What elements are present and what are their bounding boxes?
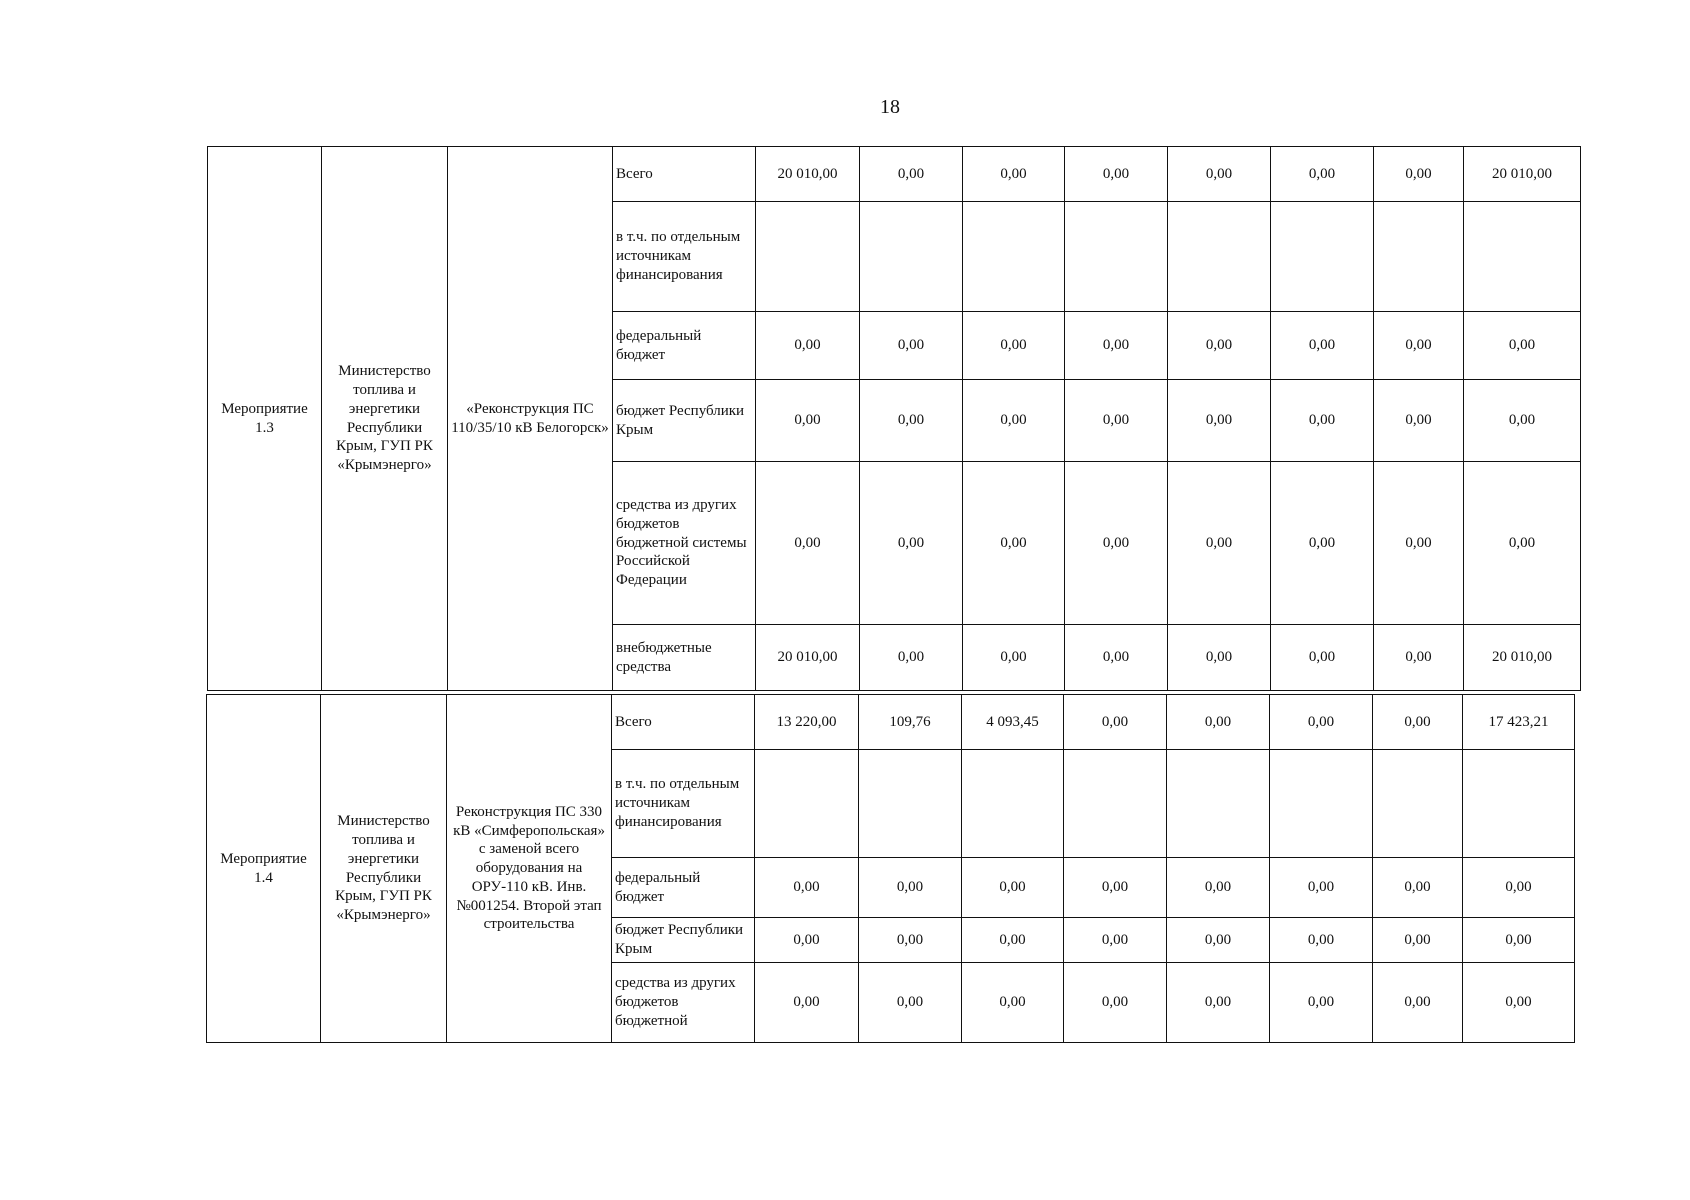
funding-source-label: средства из других бюджетов бюджетной системы Российской Федерации (613, 462, 756, 625)
amount-cell: 0,00 (1271, 380, 1374, 462)
amount-cell: 20 010,00 (1464, 625, 1581, 691)
amount-cell: 0,00 (963, 462, 1065, 625)
amount-cell: 0,00 (860, 147, 963, 202)
amount-cell: 0,00 (756, 380, 860, 462)
amount-cell: 0,00 (1463, 858, 1575, 918)
amount-cell: 0,00 (860, 625, 963, 691)
funding-source-label: бюджет Республики Крым (613, 380, 756, 462)
amount-cell (755, 750, 859, 858)
amount-cell: 0,00 (1270, 963, 1373, 1043)
amount-cell: 0,00 (1168, 380, 1271, 462)
amount-cell (860, 202, 963, 312)
amount-cell: 4 093,45 (962, 695, 1064, 750)
amount-cell (859, 750, 962, 858)
amount-cell: 0,00 (1168, 312, 1271, 380)
amount-cell: 0,00 (755, 918, 859, 963)
amount-cell: 0,00 (755, 858, 859, 918)
amount-cell: 0,00 (1271, 312, 1374, 380)
funding-source-label: федеральный бюджет (612, 858, 755, 918)
amount-cell: 13 220,00 (755, 695, 859, 750)
amount-cell (1064, 750, 1167, 858)
object-cell: Реконструкция ПС 330 кВ «Симферопольская» с заменой всего оборудования на ОРУ-110 кВ. Инв. №001254. Второй этап строительства (447, 695, 612, 1043)
funding-source-label: внебюджетные средства (613, 625, 756, 691)
amount-cell: 0,00 (1463, 918, 1575, 963)
amount-cell: 0,00 (1373, 918, 1463, 963)
amount-cell: 0,00 (1168, 147, 1271, 202)
table-row (208, 147, 1581, 202)
amount-cell: 0,00 (860, 380, 963, 462)
amount-cell: 0,00 (1167, 963, 1270, 1043)
amount-cell: 0,00 (962, 858, 1064, 918)
amount-cell: 0,00 (1464, 312, 1581, 380)
event-cell: Мероприятие 1.3 (208, 147, 322, 691)
amount-cell: 0,00 (1168, 625, 1271, 691)
funding-source-label: бюджет Республики Крым (612, 918, 755, 963)
funding-source-label: средства из других бюджетов бюджетной (612, 963, 755, 1043)
amount-cell: 0,00 (963, 312, 1065, 380)
amount-cell: 20 010,00 (756, 147, 860, 202)
amount-cell: 0,00 (1064, 695, 1167, 750)
table-row (207, 695, 1575, 750)
amount-cell (962, 750, 1064, 858)
amount-cell (963, 202, 1065, 312)
amount-cell: 0,00 (1270, 695, 1373, 750)
amount-cell (1464, 202, 1581, 312)
executor-cell: Министерство топлива и энергетики Республики Крым, ГУП РК «Крымэнерго» (322, 147, 448, 691)
amount-cell (1374, 202, 1464, 312)
funding-source-label: Всего (612, 695, 755, 750)
amount-cell: 0,00 (1373, 963, 1463, 1043)
amount-cell: 0,00 (1271, 625, 1374, 691)
amount-cell: 0,00 (963, 380, 1065, 462)
amount-cell: 17 423,21 (1463, 695, 1575, 750)
amount-cell: 0,00 (1167, 858, 1270, 918)
amount-cell: 0,00 (755, 963, 859, 1043)
amount-cell: 0,00 (1270, 858, 1373, 918)
amount-cell (1373, 750, 1463, 858)
amount-cell: 0,00 (859, 858, 962, 918)
amount-cell: 0,00 (1065, 462, 1168, 625)
amount-cell: 0,00 (1065, 380, 1168, 462)
amount-cell: 0,00 (962, 918, 1064, 963)
amount-cell: 0,00 (1374, 147, 1464, 202)
amount-cell: 0,00 (1464, 462, 1581, 625)
amount-cell: 0,00 (1374, 462, 1464, 625)
amount-cell: 0,00 (1167, 918, 1270, 963)
amount-cell: 0,00 (860, 312, 963, 380)
amount-cell: 0,00 (963, 625, 1065, 691)
amount-cell: 0,00 (1064, 858, 1167, 918)
amount-cell: 0,00 (1064, 963, 1167, 1043)
amount-cell (1463, 750, 1575, 858)
amount-cell: 0,00 (963, 147, 1065, 202)
amount-cell: 20 010,00 (756, 625, 860, 691)
amount-cell: 0,00 (1065, 147, 1168, 202)
object-cell: «Реконструкция ПС 110/35/10 кВ Белогорск» (448, 147, 613, 691)
amount-cell: 0,00 (1374, 380, 1464, 462)
page-number: 18 (880, 96, 900, 118)
amount-cell: 0,00 (756, 462, 860, 625)
amount-cell: 0,00 (1373, 695, 1463, 750)
amount-cell (1270, 750, 1373, 858)
amount-cell: 0,00 (1065, 625, 1168, 691)
funding-source-label: в т.ч. по отдельным источникам финансирования (612, 750, 755, 858)
amount-cell (1168, 202, 1271, 312)
amount-cell: 0,00 (1374, 312, 1464, 380)
amount-cell: 0,00 (1271, 147, 1374, 202)
amount-cell: 0,00 (1167, 695, 1270, 750)
amount-cell: 0,00 (1374, 625, 1464, 691)
funding-table-event-1-4 (206, 694, 1575, 1043)
amount-cell: 0,00 (859, 918, 962, 963)
amount-cell: 0,00 (1373, 858, 1463, 918)
amount-cell: 0,00 (1271, 462, 1374, 625)
amount-cell (1167, 750, 1270, 858)
amount-cell: 0,00 (1168, 462, 1271, 625)
amount-cell (1065, 202, 1168, 312)
amount-cell: 0,00 (1064, 918, 1167, 963)
amount-cell (1271, 202, 1374, 312)
amount-cell: 0,00 (756, 312, 860, 380)
funding-source-label: в т.ч. по отдельным источникам финансирования (613, 202, 756, 312)
funding-source-label: Всего (613, 147, 756, 202)
amount-cell: 0,00 (1065, 312, 1168, 380)
executor-cell: Министерство топлива и энергетики Республики Крым, ГУП РК «Крымэнерго» (321, 695, 447, 1043)
event-cell: Мероприятие 1.4 (207, 695, 321, 1043)
funding-source-label: федеральный бюджет (613, 312, 756, 380)
amount-cell: 0,00 (1270, 918, 1373, 963)
amount-cell: 0,00 (1463, 963, 1575, 1043)
amount-cell: 20 010,00 (1464, 147, 1581, 202)
amount-cell: 0,00 (962, 963, 1064, 1043)
amount-cell (756, 202, 860, 312)
funding-table-event-1-3 (207, 146, 1581, 691)
amount-cell: 0,00 (860, 462, 963, 625)
amount-cell: 0,00 (1464, 380, 1581, 462)
amount-cell: 0,00 (859, 963, 962, 1043)
amount-cell: 109,76 (859, 695, 962, 750)
